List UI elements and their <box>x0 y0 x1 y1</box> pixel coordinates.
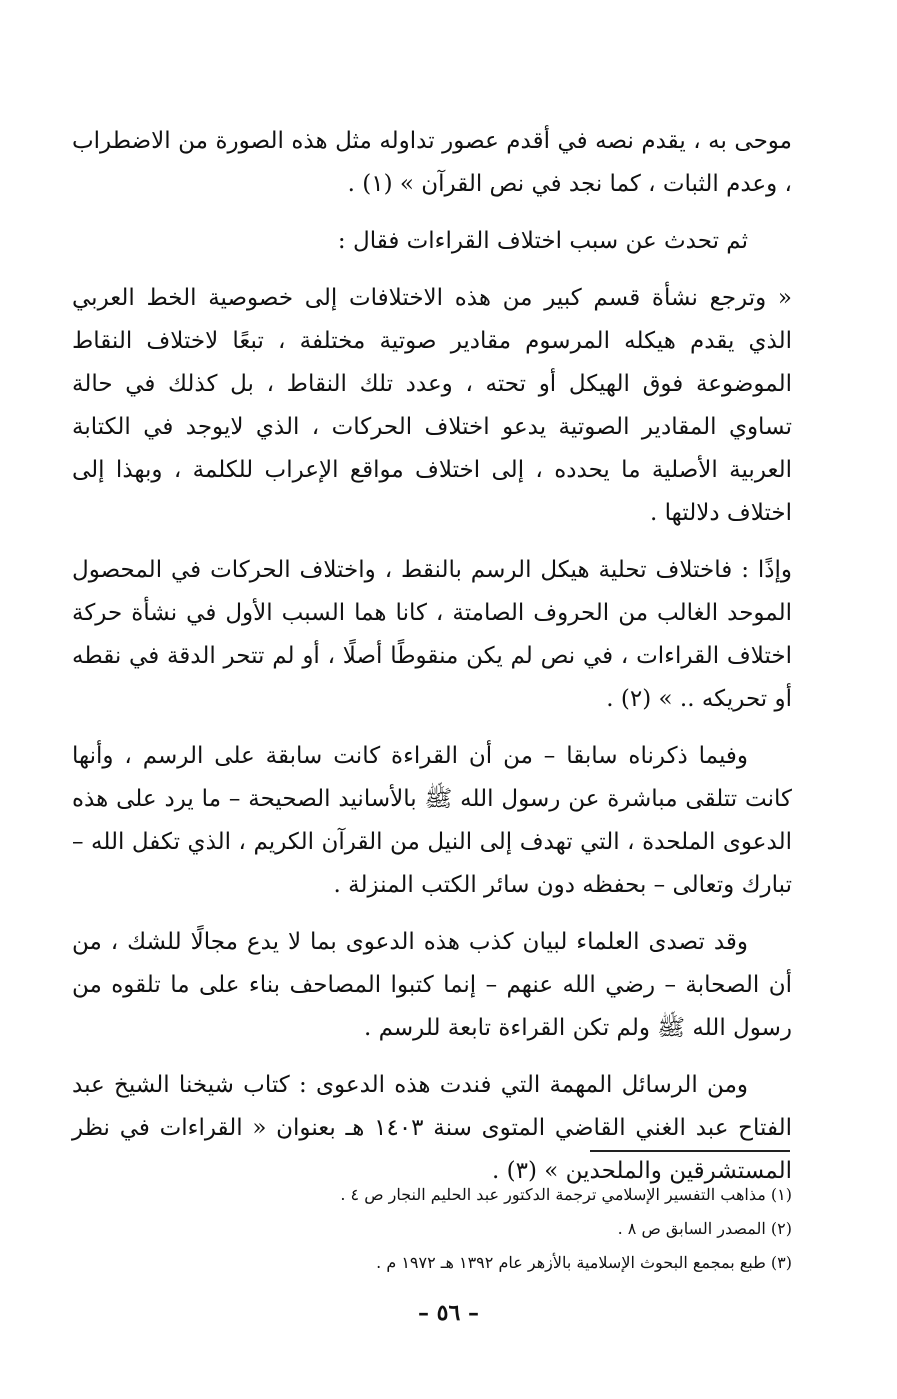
paragraph-6: وقد تصدى العلماء لبيان كذب هذه الدعوى بما لا يدع مجالًا للشك ، من أن الصحابة – رضي الله عنهم – إنما كتبوا المصاحف بناء على ما تلقوه من رسول الله ﷺ ولم تكن القراءة تابعة للرسم . <box>72 929 792 1041</box>
paragraph-7: ومن الرسائل المهمة التي فندت هذه الدعوى : كتاب شيخنا الشيخ عبد الفتاح عبد الغني القاضي المتوى سنة ١٤٠٣ هـ بعنوان « القراءات في نظر المستشرقين والملحدين » (٣) . <box>72 1072 793 1184</box>
paragraph-3-quote: « وترجع نشأة قسم كبير من هذه الاختلافات إلى خصوصية الخط العربي الذي يقدم هيكله المرسوم مقادير صوتية مختلفة ، تبعًا لاختلاف النقاط الموضوعة فوق الهيكل أو تحته ، وعدد تلك النقاط ، بل كذلك في حالة تساوي المقادير الصوتية يدعو اختلاف الحركات ، الذي لايوجد في الكتابة العربية الأصلية ما يحدده ، إلى اختلاف مواقع الإعراب للكلمة ، وبهذا إلى اختلاف دلالتها . <box>72 285 792 526</box>
paragraph-5: وفيما ذكرناه سابقا – من أن القراءة كانت سابقة على الرسم ، وأنها كانت تتلقى مباشرة عن رسول الله ﷺ بالأسانيد الصحيحة – ما يرد على هذه الدعوى الملحدة ، التي تهدف إلى النيل من القرآن الكريم ، الذي تكفل الله – تبارك وتعالى – بحفظه دون سائر الكتب المنزلة . <box>72 743 792 898</box>
page-number: – ٥٦ – <box>418 1300 479 1326</box>
paragraph-4-quote: وإذًا : فاختلاف تحلية هيكل الرسم بالنقط ، واختلاف الحركات في المحصول الموحد الغالب من الحروف الصامتة ، كانا هما السبب الأول في نشأة حركة اختلاف القراءات ، في نص لم يكن منقوطًا أصلًا ، أو لم تتحر الدقة في نقطه أو تحريكه .. » (٢) . <box>72 557 792 712</box>
footnote-2: (٢) المصدر السابق ص ٨ . <box>617 1219 792 1238</box>
paragraph-2: ثم تحدث عن سبب اختلاف القراءات فقال : <box>337 228 748 254</box>
main-text <box>72 120 792 1207</box>
footnote-1: (١) مذاهب التفسير الإسلامي ترجمة الدكتور عبد الحليم النجار ص ٤ . <box>340 1185 792 1204</box>
paragraph-1: موحى به ، يقدم نصه في أقدم عصور تداوله مثل هذه الصورة من الاضطراب ، وعدم الثبات ، كما نجد في نص القرآن » (١) . <box>72 128 792 197</box>
footnotes <box>150 1178 792 1280</box>
footnote-divider <box>590 1150 790 1152</box>
footnote-3: (٣) طبع بمجمع البحوث الإسلامية بالأزهر عام ١٣٩٢ هـ ١٩٧٢ م . <box>376 1253 792 1272</box>
